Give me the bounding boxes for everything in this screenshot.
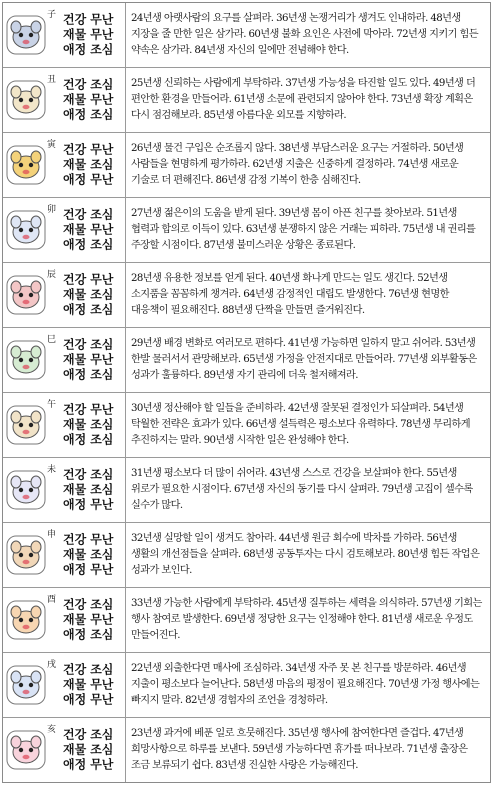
zodiac-cell xyxy=(3,653,126,717)
rating-line xyxy=(63,613,113,628)
rating-category: 애정 xyxy=(63,757,87,772)
zodiac-cell xyxy=(3,718,126,782)
zodiac-cell xyxy=(3,328,126,392)
fortune-row xyxy=(3,3,490,68)
rating-line xyxy=(63,43,113,58)
rating-category: 재물 xyxy=(63,352,87,367)
ratings xyxy=(63,468,113,513)
rating-line xyxy=(63,238,113,253)
rating-value: 조심 xyxy=(90,157,114,172)
rating-value: 조심 xyxy=(90,367,114,382)
horse-icon xyxy=(6,405,46,445)
rating-category: 애정 xyxy=(63,367,87,382)
rating-line xyxy=(63,433,113,448)
rating-line xyxy=(63,223,113,238)
rating-category: 건강 xyxy=(63,12,87,27)
fortune-row xyxy=(3,198,490,263)
rating-category: 재물 xyxy=(63,742,87,757)
zodiac-character: 戌 xyxy=(47,660,57,670)
rating-category: 건강 xyxy=(63,402,87,417)
rating-line xyxy=(63,728,113,743)
fortune-text-cell xyxy=(126,523,490,587)
zodiac-cell xyxy=(3,3,126,67)
rating-category: 건강 xyxy=(63,662,87,677)
rating-category: 애정 xyxy=(63,627,87,642)
fortune-text: 24년생 아랫사람의 요구를 살펴라. 36년생 논쟁거리가 생겨도 인내하라. 48년생 지장을 줄 만한 일은 삼가라. 60년생 불화 요인은 사전에 막아라. 72년생 지키기 힘든 약속은 삼가라. 84년생 자신의 일에만 전념해야 한다. xyxy=(131,13,478,56)
rating-category: 재물 xyxy=(63,222,87,237)
rating-value: 조심 xyxy=(90,42,114,57)
fortune-row xyxy=(3,653,490,718)
rating-value: 무난 xyxy=(90,142,114,157)
sheep-icon xyxy=(6,470,46,510)
ratings xyxy=(63,663,113,708)
rating-value: 무난 xyxy=(90,402,114,417)
rating-value: 조심 xyxy=(90,547,114,562)
rating-category: 재물 xyxy=(63,92,87,107)
rating-value: 무난 xyxy=(90,677,114,692)
fortune-text: 31년생 평소보다 더 많이 쉬어라. 43년생 스스로 건강을 보살펴야 한다. 55년생 위로가 필요한 시점이다. 67년생 자신의 동기를 다시 살펴라. 79년생 고집이 셀수록 실수가 많다. xyxy=(131,468,473,511)
zodiac-character: 丑 xyxy=(47,75,57,85)
rating-category: 건강 xyxy=(63,467,87,482)
zodiac-cell xyxy=(3,458,126,522)
zodiac-character: 巳 xyxy=(47,335,57,345)
rating-value: 무난 xyxy=(90,562,114,577)
rat-icon xyxy=(6,15,46,55)
zodiac-character: 未 xyxy=(47,465,57,475)
rabbit-icon xyxy=(6,210,46,250)
fortune-row xyxy=(3,328,490,393)
rating-category: 애정 xyxy=(63,172,87,187)
rating-line xyxy=(63,28,113,43)
rating-value: 무난 xyxy=(90,757,114,772)
zodiac-cell xyxy=(3,198,126,262)
rating-line xyxy=(63,173,113,188)
rating-category: 애정 xyxy=(63,432,87,447)
rating-line xyxy=(63,678,113,693)
rating-value: 조심 xyxy=(90,302,114,317)
rating-category: 재물 xyxy=(63,482,87,497)
rating-value: 조심 xyxy=(90,597,114,612)
rating-line xyxy=(63,598,113,613)
fortune-text-cell xyxy=(126,198,490,262)
fortune-text-cell xyxy=(126,68,490,132)
rating-value: 조심 xyxy=(90,417,114,432)
rating-value: 무난 xyxy=(90,27,114,42)
fortune-table xyxy=(2,2,491,783)
rating-category: 재물 xyxy=(63,27,87,42)
rating-category: 건강 xyxy=(63,597,87,612)
fortune-text: 25년생 신뢰하는 사람에게 부탁하라. 37년생 가능성을 타진할 일도 있다. 49년생 더 편안한 환경을 만들어라. 61년생 소문에 관련되지 않아야 한다. 73년생 확장 계획은 다시 점검해보라. 85년생 아름다운 외모를 지향하라. xyxy=(131,78,476,121)
rating-category: 애정 xyxy=(63,107,87,122)
rating-value: 무난 xyxy=(90,12,114,27)
fortune-text: 27년생 젊은이의 도움을 받게 된다. 39년생 몸이 아픈 친구를 찾아보라. 51년생 협력과 합의로 이득이 있다. 63년생 분쟁하지 않은 거래는 피하라. 75년생 내 권리를 주장할 시점이다. 87년생 불미스러운 상황은 종료된다. xyxy=(131,208,476,251)
rating-category: 재물 xyxy=(63,157,87,172)
rating-line xyxy=(63,78,113,93)
rating-line xyxy=(63,208,113,223)
snake-icon xyxy=(6,340,46,380)
fortune-text: 33년생 가능한 사람에게 부탁하라. 45년생 질투하는 세력을 의식하라. 57년생 기회는 행사 참여로 발생한다. 69년생 정당한 요구는 인정해야 한다. 81년생 새로운 우정도 만들어진다. xyxy=(131,598,482,641)
rating-line xyxy=(63,533,113,548)
rating-value: 조심 xyxy=(90,237,114,252)
rooster-icon xyxy=(6,600,46,640)
ratings xyxy=(63,598,113,643)
fortune-row xyxy=(3,133,490,198)
rating-line xyxy=(63,628,113,643)
zodiac-character: 寅 xyxy=(47,140,57,150)
ratings xyxy=(63,273,113,318)
rating-category: 건강 xyxy=(63,77,87,92)
rating-category: 건강 xyxy=(63,727,87,742)
ratings xyxy=(63,403,113,448)
rating-category: 애정 xyxy=(63,302,87,317)
monkey-icon xyxy=(6,535,46,575)
fortune-text: 23년생 과거에 베푼 일로 흐뭇해진다. 35년생 행사에 참여한다면 즐겁다. 47년생 희망사항으로 하루를 보낸다. 59년생 가능하다면 휴가를 떠나보라. 71년생 출장은 조금 보류되기 쉽다. 83년생 진실한 사랑은 가능해진다. xyxy=(131,728,468,771)
ratings xyxy=(63,78,113,123)
fortune-row xyxy=(3,588,490,653)
rating-line xyxy=(63,93,113,108)
rating-line xyxy=(63,338,113,353)
rating-value: 조심 xyxy=(90,627,114,642)
rating-line xyxy=(63,548,113,563)
rating-value: 무난 xyxy=(90,612,114,627)
rating-value: 조심 xyxy=(90,287,114,302)
rating-category: 건강 xyxy=(63,207,87,222)
rating-line xyxy=(63,563,113,578)
rating-category: 건강 xyxy=(63,142,87,157)
rating-value: 조심 xyxy=(90,727,114,742)
zodiac-cell xyxy=(3,393,126,457)
rating-line xyxy=(63,288,113,303)
zodiac-character: 亥 xyxy=(47,725,57,735)
fortune-row xyxy=(3,68,490,133)
rating-category: 재물 xyxy=(63,547,87,562)
fortune-row xyxy=(3,263,490,328)
rating-line xyxy=(63,403,113,418)
rating-category: 재물 xyxy=(63,612,87,627)
rating-line xyxy=(63,108,113,123)
rating-line xyxy=(63,693,113,708)
rating-category: 재물 xyxy=(63,417,87,432)
zodiac-character: 卯 xyxy=(47,205,57,215)
ratings xyxy=(63,208,113,253)
rating-line xyxy=(63,663,113,678)
rating-category: 애정 xyxy=(63,562,87,577)
rating-line xyxy=(63,273,113,288)
fortune-text-cell xyxy=(126,588,490,652)
fortune-text: 28년생 유용한 정보를 얻게 된다. 40년생 화나게 만드는 일도 생긴다. 52년생 소지품을 꼼꼼하게 챙겨라. 64년생 감정적인 대립도 발생한다. 76년생 현명한 대응책이 필요해진다. 88년생 단짝을 만들면 즐거워진다. xyxy=(131,273,449,316)
rating-value: 조심 xyxy=(90,482,114,497)
fortune-text: 29년생 배경 변화로 여러모로 편하다. 41년생 가능하면 일하지 말고 쉬어라. 53년생 한발 물러서서 관망해보라. 65년생 가정을 안전지대로 만들어라. 77년생 외부활동은 성과가 훌륭하다. 89년생 자기 관리에 더욱 철저해져라. xyxy=(131,338,477,381)
rating-value: 무난 xyxy=(90,222,114,237)
rating-value: 조심 xyxy=(90,662,114,677)
zodiac-character: 申 xyxy=(47,530,57,540)
rating-line xyxy=(63,303,113,318)
rating-category: 재물 xyxy=(63,287,87,302)
rating-value: 무난 xyxy=(90,497,114,512)
fortune-text-cell xyxy=(126,133,490,197)
fortune-text-cell xyxy=(126,263,490,327)
rating-line xyxy=(63,418,113,433)
rating-value: 조심 xyxy=(90,742,114,757)
zodiac-character: 子 xyxy=(47,10,57,20)
rating-line xyxy=(63,13,113,28)
rating-category: 애정 xyxy=(63,42,87,57)
rating-category: 애정 xyxy=(63,237,87,252)
rating-line xyxy=(63,368,113,383)
rating-value: 조심 xyxy=(90,207,114,222)
rating-category: 건강 xyxy=(63,337,87,352)
fortune-text-cell xyxy=(126,3,490,67)
rating-value: 조심 xyxy=(90,77,114,92)
rating-line xyxy=(63,743,113,758)
rating-line xyxy=(63,468,113,483)
rating-line xyxy=(63,498,113,513)
rating-value: 조심 xyxy=(90,432,114,447)
ox-icon xyxy=(6,80,46,120)
rating-category: 건강 xyxy=(63,272,87,287)
zodiac-cell xyxy=(3,588,126,652)
ratings xyxy=(63,143,113,188)
rating-value: 조심 xyxy=(90,107,114,122)
rating-line xyxy=(63,158,113,173)
fortune-text-cell xyxy=(126,458,490,522)
fortune-text: 26년생 물건 구입은 순조롭지 않다. 38년생 부담스러운 요구는 거절하라. 50년생 사람들을 현명하게 평가하라. 62년생 지출은 신중하게 결정하라. 74년생 새로운 기술로 더 편해진다. 86년생 감정 기복이 한층 심해진다. xyxy=(131,143,464,186)
rating-line xyxy=(63,758,113,773)
dragon-icon xyxy=(6,275,46,315)
rating-category: 재물 xyxy=(63,677,87,692)
zodiac-character: 辰 xyxy=(47,270,57,280)
dog-icon xyxy=(6,665,46,705)
fortune-row xyxy=(3,393,490,458)
rating-line xyxy=(63,483,113,498)
fortune-text-cell xyxy=(126,328,490,392)
ratings xyxy=(63,13,113,58)
fortune-row xyxy=(3,718,490,782)
rating-value: 무난 xyxy=(90,692,114,707)
rating-value: 조심 xyxy=(90,337,114,352)
zodiac-cell xyxy=(3,68,126,132)
rating-value: 무난 xyxy=(90,92,114,107)
rating-value: 조심 xyxy=(90,467,114,482)
rating-value: 무난 xyxy=(90,172,114,187)
fortune-text-cell xyxy=(126,653,490,717)
rating-value: 무난 xyxy=(90,272,114,287)
rating-value: 무난 xyxy=(90,532,114,547)
fortune-text: 22년생 외출한다면 매사에 조심하라. 34년생 자주 못 본 친구를 방문하라. 46년생 지출이 평소보다 늘어난다. 58년생 마음의 평정이 필요해진다. 70년생 가정 행사에는 빠지지 말라. 82년생 경험자의 조언을 경청하라. xyxy=(131,663,480,706)
rating-category: 애정 xyxy=(63,692,87,707)
tiger-icon xyxy=(6,145,46,185)
rating-category: 애정 xyxy=(63,497,87,512)
zodiac-character: 酉 xyxy=(47,595,57,605)
zodiac-character: 午 xyxy=(47,400,57,410)
zodiac-cell xyxy=(3,523,126,587)
fortune-row xyxy=(3,523,490,588)
fortune-text-cell xyxy=(126,393,490,457)
zodiac-cell xyxy=(3,263,126,327)
ratings xyxy=(63,728,113,773)
fortune-text: 30년생 정산해야 할 일들을 준비하라. 42년생 잘못된 결정인가 되살펴라. 54년생 탁월한 전략은 효과가 있다. 66년생 설득력은 평소보다 유력하다. 78년생 무리하게 추진하지는 말라. 90년생 시작한 일은 완성해야 한다. xyxy=(131,403,471,446)
fortune-text: 32년생 실망할 일이 생겨도 참아라. 44년생 원금 회수에 박차를 가하라. 56년생 생활의 개선점들을 살펴라. 68년생 공동투자는 다시 검토해보라. 80년생 힘든 작업은 성과가 보인다. xyxy=(131,533,480,576)
zodiac-cell xyxy=(3,133,126,197)
rating-line xyxy=(63,353,113,368)
rating-line xyxy=(63,143,113,158)
rating-category: 건강 xyxy=(63,532,87,547)
fortune-row xyxy=(3,458,490,523)
ratings xyxy=(63,533,113,578)
fortune-text-cell xyxy=(126,718,490,782)
ratings xyxy=(63,338,113,383)
pig-icon xyxy=(6,730,46,770)
rating-value: 무난 xyxy=(90,352,114,367)
